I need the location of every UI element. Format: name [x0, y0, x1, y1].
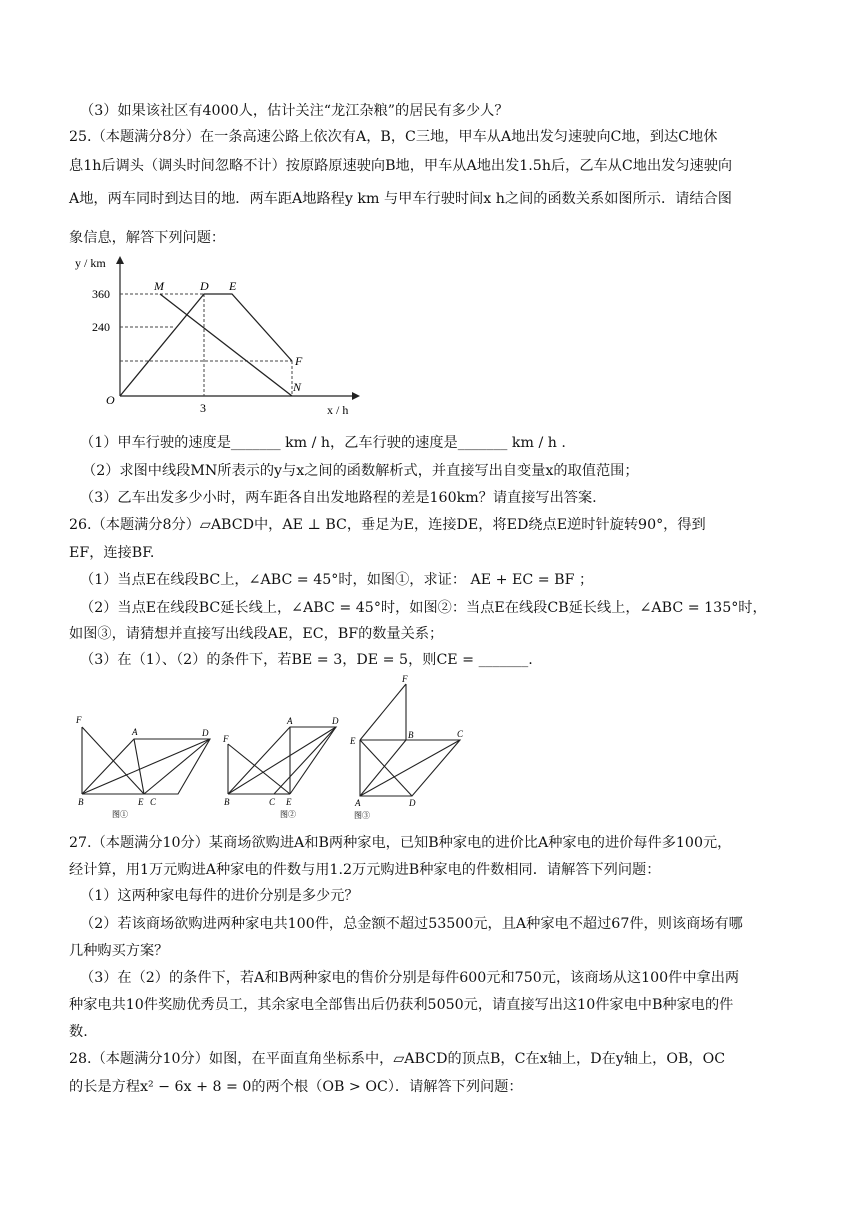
car-yi-line-MN	[160, 294, 292, 396]
fig2-label-E: E	[286, 797, 292, 807]
figure-1	[72, 712, 222, 822]
fig2-label-A: A	[287, 716, 293, 726]
question-25-part3: （3）乙车出发多少小时，两车距各自出发地路程的差是160km？请直接写出答案.	[80, 490, 597, 506]
figure-2	[218, 712, 358, 822]
x-axis-label: x / h	[327, 403, 349, 417]
question-26-part3: （3）在（1）、（2）的条件下，若BE = 3，DE = 5，则CE = _______.	[80, 652, 533, 668]
point-N-label: N	[293, 380, 302, 394]
question-28-stem-line1: 28.（本题满分10分）如图，在平面直角坐标系中，▱ABCD的顶点B，C在x轴上，D在y轴上，OB，OC	[69, 1051, 726, 1067]
question-26-stem-line2: EF，连接BF.	[69, 545, 155, 561]
fig3-label-A: A	[355, 798, 361, 808]
fig3-label-E: E	[350, 736, 356, 746]
point-M-label: M	[154, 279, 164, 293]
origin-label: O	[106, 393, 115, 407]
question-28-stem-line2: 的长是方程x² − 6x + 8 = 0的两个根（OB > OC）．请解答下列问题：	[69, 1079, 523, 1095]
question-27-part3-line1: （3）在（2）的条件下，若A和B两种家电的售价分别是每件600元和750元，该商场从这100件中拿出两	[80, 970, 740, 986]
question-27-part2-line2: 几种购买方案？	[69, 943, 169, 959]
fig2-label-D: D	[332, 716, 339, 726]
fig1-label-F: F	[76, 715, 82, 725]
x-tick-3: 3	[200, 401, 206, 415]
point-D-label: D	[200, 279, 209, 293]
question-27-part2-line1: （2）若该商场欲购进两种家电共100件，总金额不超过53500元，且A种家电不超过67件，则该商场有哪	[80, 916, 743, 932]
point-E-label: E	[229, 279, 237, 293]
fig1-label-A: A	[132, 727, 138, 737]
y-tick-360: 360	[92, 287, 110, 301]
fig3-label-B: B	[408, 730, 414, 740]
fig2-label-C: C	[269, 797, 276, 807]
question-25-stem-line3: A地，两车同时到达目的地．两车距A地路程y km 与甲车行驶时间x h之间的函数关系如图所示．请结合图	[69, 191, 732, 207]
y-tick-240: 240	[92, 320, 110, 334]
point-F-label: F	[295, 354, 303, 368]
question-26-part1: （1）当点E在线段BC上，∠ABC = 45°时，如图①，求证： AE + EC = BF ；	[80, 572, 594, 588]
fig2-caption: 图②	[280, 810, 296, 819]
question-27-part3-line2: 种家电共10件奖励优秀员工，其余家电全部售出后仍获利5050元，请直接写出这10件家电中B种家电的件	[69, 997, 734, 1013]
fig1-label-D: D	[202, 728, 209, 738]
question-27-stem-line2: 经计算，用1万元购进A种家电的件数与用1.2万元购进B种家电的件数相同．请解答下列问题：	[69, 862, 661, 878]
fig3-label-C: C	[457, 729, 464, 739]
question-24-part3: （3）如果该社区有4000人，估计关注“龙江杂粮”的居民有多少人？	[80, 103, 509, 119]
question-26-stem-line1: 26.（本题满分8分）▱ABCD中，AE ⊥ BC，垂足为E，连接DE，将ED绕点E逆时针旋转90°，得到	[69, 517, 706, 533]
question-26-part2-line1: （2）当点E在线段BC延长线上，∠ABC = 45°时，如图②：当点E在线段CB延长线上，∠ABC = 135°时，	[80, 600, 767, 616]
question-25-stem-line4: 象信息，解答下列问题：	[69, 230, 226, 246]
question-26-part2-line2: 如图③，请猜想并直接写出线段AE，EC，BF的数量关系；	[69, 626, 444, 642]
fig1-label-E: E	[138, 797, 144, 807]
question-27-part3-line3: 数.	[69, 1024, 88, 1040]
y-axis-label: y / km	[75, 256, 106, 270]
figure-3	[342, 672, 482, 822]
fig1-label-B: B	[78, 797, 84, 807]
question-25-part1: （1）甲车行驶的速度是_______ km / h，乙车行驶的速度是_______ km / h .	[80, 435, 566, 451]
fig1-caption: 图①	[112, 810, 128, 819]
question-25-stem-line1: 25.（本题满分8分）在一条高速公路上依次有A，B，C三地，甲车从A地出发匀速驶向C地，到达C地休	[69, 129, 718, 145]
car-jia-line	[120, 294, 292, 396]
question-25-part2: （2）求图中线段MN所表示的y与x之间的函数解析式，并直接写出自变量x的取值范围；	[82, 463, 639, 479]
question-27-stem-line1: 27.（本题满分10分）某商场欲购进A和B两种家电，已知B种家电的进价比A种家电的进价每件多100元，	[69, 835, 732, 851]
distance-time-graph	[72, 252, 372, 422]
fig1-label-C: C	[150, 797, 157, 807]
fig2-label-B: B	[224, 797, 230, 807]
fig2-label-F: F	[223, 734, 229, 744]
fig3-caption: 图③	[354, 811, 370, 820]
fig3-label-F: F	[402, 674, 408, 684]
question-27-part1: （1）这两种家电每件的进价分别是多少元？	[80, 888, 359, 904]
fig3-label-D: D	[409, 798, 416, 808]
question-25-stem-line2: 息1h后调头（调头时间忽略不计）按原路原速驶向B地，甲车从A地出发1.5h后，乙车从C地出发匀速驶向	[69, 158, 733, 174]
